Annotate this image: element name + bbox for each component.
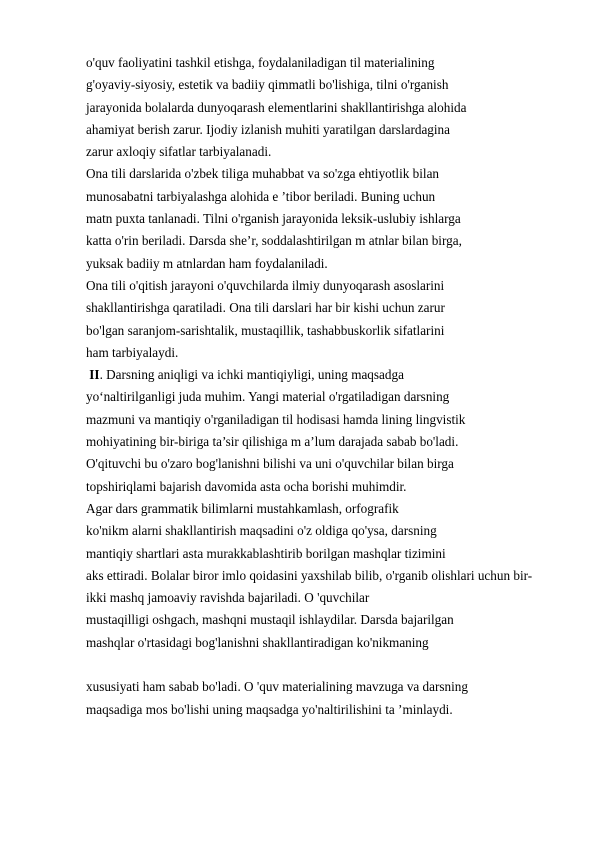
text-line: Ona tili o'qitish jarayoni o'quvchilarda ilmiy dunyoqarash asoslarini xyxy=(86,277,445,293)
text-line: ham tarbiyalaydi. xyxy=(86,344,179,360)
text-line: ahamiyat berish zarur. Ijodiy izlanish muhiti yaratilgan darslardagina xyxy=(86,121,451,137)
text-line: O'qituvchi bu o'zaro bog'lanishni bilishi va uni o'quvchilar bilan birga xyxy=(86,456,454,472)
text-line: mohiyatining bir-biriga ta’sir qilishiga m a’lum darajada sabab bo'ladi. xyxy=(86,434,459,450)
text-line: aks ettiradi. Bolalar biror imlo qoidasini yaxshilab bilib, o'rganib olishlari uchun bir- xyxy=(86,567,533,583)
text-line: zarur axloqiy sifatlar tarbiyalanadi. xyxy=(86,144,272,160)
text-line: mustaqilligi oshgach, mashqni mustaqil ishlaydilar. Darsda bajarilgan xyxy=(86,612,454,628)
text-line: yo‘naltirilganligi juda muhim. Yangi material o'rgatiladigan darsning xyxy=(86,389,450,405)
blank-line xyxy=(86,654,566,676)
text-line: mashqlar o'rtasidagi bog'lanishni shakllantiradigan ko'nikmaning xyxy=(86,634,429,650)
text-line: munosabatni tarbiyalashga alohida e ’tibor beriladi. Buning uchun xyxy=(86,188,436,204)
document-body xyxy=(86,52,566,721)
text-line: bo'lgan saranjom-sarishtalik, mustaqillik, tashabbuskorlik sifatlarini xyxy=(86,322,445,338)
text-line: ko'nikm alarni shakllantirish maqsadini o'z oldiga qo'ysa, darsning xyxy=(86,523,437,539)
text-line: matn puxta tanlanadi. Tilni o'rganish jarayonida leksik-uslubiy ishlarga xyxy=(86,211,461,227)
text-line: katta o'rin beriladi. Darsda she’r, soddalashtirilgan m atnlar bilan birga, xyxy=(86,233,462,249)
text-line: Ona tili darslarida o'zbek tiliga muhabbat va so'zga ehtiyotlik bilan xyxy=(86,166,440,182)
text-line: mantiqiy shartlari asta murakkablashtirib borilgan mashqlar tizimini xyxy=(86,545,446,561)
section-heading-text: . Darsning aniqligi va ichki mantiqiyligi, uning maqsadga xyxy=(99,367,404,383)
text-line: Agar dars grammatik bilimlarni mustahkamlash, orfografik xyxy=(86,500,399,516)
section-marker: II xyxy=(89,367,100,383)
text-line: jarayonida bolalarda dunyoqarash elementlarini shakllantirishga alohida xyxy=(86,99,467,115)
text-line: mazmuni va mantiqiy o'rganiladigan til hodisasi hamda lining lingvistik xyxy=(86,411,466,427)
text-line: shakllantirishga qaratiladi. Ona tili darslari har bir kishi uchun zarur xyxy=(86,300,445,316)
text-line: yuksak badiiy m atnlardan ham foydalaniladi. xyxy=(86,255,328,271)
text-line: maqsadiga mos bo'lishi uning maqsadga yo'naltirilishini ta ’minlaydi. xyxy=(86,701,453,717)
text-line: topshiriqlami bajarish davomida asta ocha borishi muhimdir. xyxy=(86,478,407,494)
text-line: xususiyati ham sabab bo'ladi. O 'quv materialining mavzuga va darsning xyxy=(86,679,468,695)
text-line: o'quv faoliyatini tashkil etishga, foydalaniladigan til materialining xyxy=(86,55,435,70)
text-line: ikki mashq jamoaviy ravishda bajariladi. O 'quvchilar xyxy=(86,590,370,606)
section-heading-line xyxy=(86,364,566,386)
text-line: g'oyaviy-siyosiy, estetik va badiiy qimmatli bo'lishiga, tilni o'rganish xyxy=(86,77,449,93)
